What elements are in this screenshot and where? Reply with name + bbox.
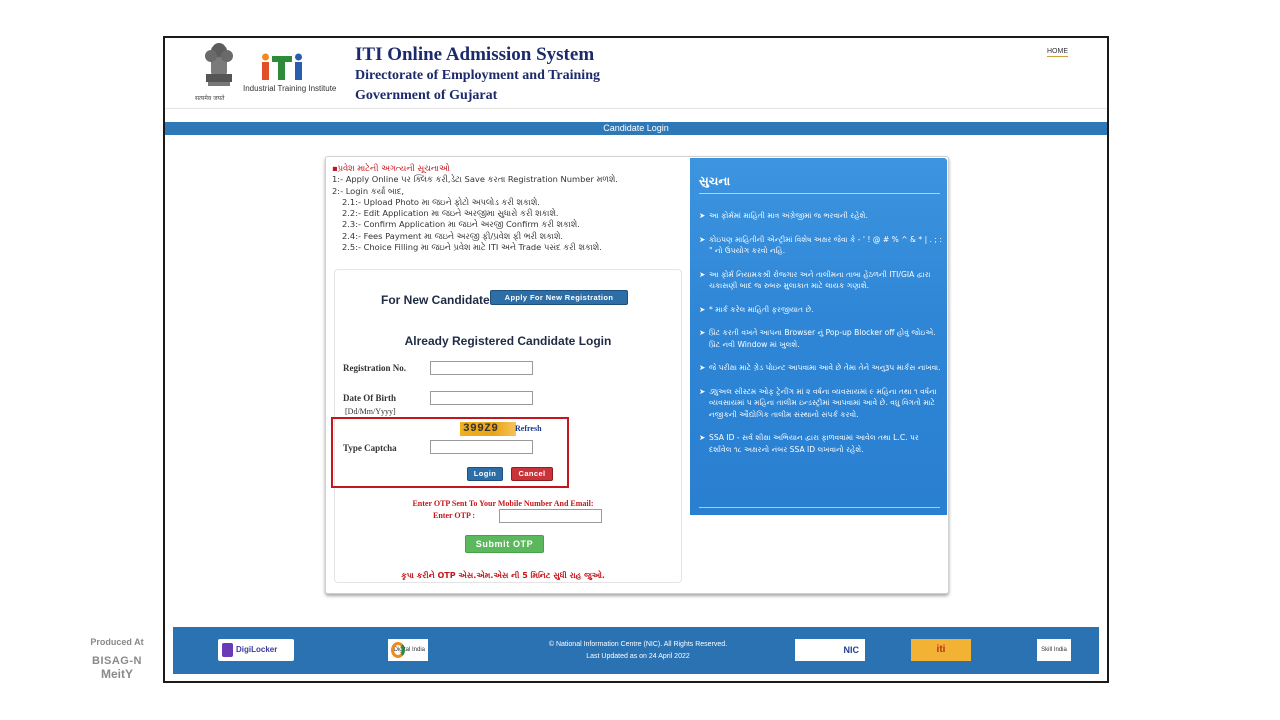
instruction-line: 2:- Login કર્યા બાદ, (332, 185, 405, 196)
footer (173, 627, 1099, 674)
otp-label: Enter OTP : (433, 511, 476, 520)
instruction-line: 1:- Apply Online પર ક્લિક કરી,ડેટા Save કરતા Registration Number મળશે. (332, 174, 618, 185)
otp-wait-message: કૃપા કરીને OTP એસ.એમ.એસ ની 5 મિનિટ સુધી રાહ જુઓ. (401, 571, 605, 580)
notice-item: ➤ આ ફોર્મમાં માહિતી માત્ર અંગ્રેજીમાં જ ભરવાની રહેશે. (699, 211, 868, 220)
notice-item: ➤ SSA ID - સર્વ શીક્ષા અભિયાન દ્વારા ફાળવવામાં આવેલ તથા L.C. પર દર્શાવેલ ૧૮ અક્ષરનો નંબર SSA ID લખવાનો રહેશે. (699, 433, 919, 454)
instruction-line: 2.2:- Edit Application મા જઇને અરજીમા સુધારો કરી શકાશે. (342, 208, 559, 219)
date-format-hint: [Dd/Mm/Yyyy] (345, 407, 396, 416)
apply-new-registration-button[interactable]: Apply For New Registration (490, 290, 628, 305)
otp-input[interactable] (499, 509, 602, 523)
notice-item: ➤ પ્રિંટ કરતી વખતે આપના Browser નું Pop-up Blocker off હોવું જોઇએ. પ્રિંટ નવી Window માં ખુલશે. (699, 328, 936, 349)
site-title: ITI Online Admission System (355, 44, 595, 65)
notice-divider (699, 507, 940, 508)
captcha-section (331, 417, 569, 488)
notice-title: સુચના (699, 174, 731, 188)
emblem-caption: सत्यमेव जयते (195, 95, 225, 102)
copyright-text: © National Information Centre (NIC). All Rights Reserved. (548, 641, 728, 648)
notice-item: ➤ આ ફોર્મ નિયામકશ્રી રોજગાર અને તાલીમના તાબા હેઠળની ITI/GIA દ્વારા ચકાસણી બાદ જ રુબરુ મુલાકાત માટે લાયક ગણાશે. (699, 269, 931, 290)
iti-logo-caption: Industrial Training Institute (243, 84, 337, 93)
notice-item: ➤ ડ્યુઅલ સીસ્ટમ ઓફ ટ્રેનીંગ માં ૨ વર્ષના વ્યવસાયમાં ૯ મહિના તથા ૧ વર્ષના વ્યવસાયમાં ૫ મહિના તાલીમ ઇન્ડસ્ટ્રીમાં આપવામાં આવે છે. વધુ વિગતો માટે નજીકની ઔદ્યોગિક તાલીમ સંસ્થાનો સંપર્ક કરવો. (699, 386, 937, 419)
instruction-line: 2.3:- Confirm Application મા જઇને અરજી Confirm કરી શકાશે. (342, 219, 580, 230)
login-panel (325, 156, 949, 594)
footer-copyright (513, 639, 763, 663)
instructions-heading: પ્રવેશ માટેની અગત્યની સૂચનાઓ (337, 163, 450, 173)
meity-label: MeitY (100, 667, 133, 681)
page-frame (163, 36, 1109, 683)
notice-panel (690, 158, 947, 515)
digital-india-icon (391, 642, 405, 658)
login-button[interactable]: Login (467, 467, 503, 481)
notice-item: ➤ * માર્ક કરેલ માહિતી ફરજીયાત છે. (699, 304, 814, 314)
national-emblem-icon (197, 40, 241, 102)
produced-at-watermark (76, 637, 158, 681)
iti-logo-icon (260, 52, 306, 82)
instruction-line: 2.4:- Fees Payment મા જઇને અરજી ફી/પ્રવેશ ફી ભરી શકાશે. (342, 230, 563, 241)
otp-instruction: Enter OTP Sent To Your Mobile Number And Email: (412, 499, 594, 508)
digital-india-logo[interactable]: Digital India (388, 639, 428, 661)
header-divider (165, 108, 1107, 109)
skill-india-logo[interactable]: Skill India (1037, 639, 1071, 661)
bisag-logo: BISAG-N (92, 655, 142, 667)
registration-number-label: Registration No. (343, 363, 406, 373)
arrow-right-icon: ➤ (699, 363, 706, 372)
arrow-right-icon: ➤ (699, 304, 706, 314)
captcha-image: 399Z9 (460, 422, 516, 436)
cancel-button[interactable]: Cancel (511, 467, 553, 481)
instruction-line: 2.1:- Upload Photo મા જઇને ફોટો અપલોડ કરી શકાશે. (342, 196, 540, 207)
bullet-icon: ▪ (332, 163, 338, 173)
home-link[interactable]: HOME (1047, 48, 1068, 55)
arrow-right-icon: ➤ (699, 433, 706, 442)
date-of-birth-label: Date Of Birth (343, 393, 396, 403)
candidate-login-banner: Candidate Login (165, 122, 1107, 135)
instruction-line: 2.5:- Choice Filling મા જઇને પ્રવેશ માટે ITI અને Trade પસંદ કરી શકાશે. (342, 242, 602, 253)
last-updated-text: Last Updated as on 24 April 2022 (586, 653, 690, 660)
captcha-input[interactable] (430, 440, 533, 454)
arrow-right-icon: ➤ (699, 386, 706, 396)
site-subtitle-directorate: Directorate of Employment and Training (355, 68, 600, 83)
site-subtitle-government: Government of Gujarat (355, 88, 498, 103)
produced-at-label: Produced At (90, 637, 144, 647)
registration-number-input[interactable] (430, 361, 533, 375)
site-title-block (355, 44, 600, 106)
digilocker-icon (222, 643, 233, 657)
nic-logo[interactable]: NIC (795, 639, 865, 661)
login-form (334, 269, 682, 583)
arrow-right-icon: ➤ (699, 211, 706, 220)
already-registered-heading: Already Registered Candidate Login (404, 334, 612, 348)
notice-list (699, 210, 943, 467)
instructions-block (332, 163, 672, 253)
iti-footer-logo[interactable]: iti (911, 639, 971, 661)
type-captcha-label: Type Captcha (343, 443, 397, 453)
arrow-right-icon: ➤ (699, 328, 706, 337)
refresh-captcha-link[interactable]: Refresh (515, 424, 542, 433)
notice-item: ➤ કોઇપણ માહિતીની એન્ટ્રીમાં વિશેષ અક્ષર જેવા કે - ' ! @ # % ^ & * | . ; : " નો ઉપયોગ કરવો નહિ. (699, 234, 942, 255)
digilocker-logo[interactable]: DigiLocker (218, 639, 294, 661)
arrow-right-icon: ➤ (699, 269, 706, 279)
date-of-birth-input[interactable] (430, 391, 533, 405)
new-candidate-label: For New Candidate (381, 293, 490, 307)
notice-divider (699, 193, 940, 194)
notice-item: ➤ જે પરીક્ષા માટે ગ્રેડ પોઇન્ટ આપવામા આવે છે તેમા તેને અનુરૂપ માર્કસ નાખવા. (699, 363, 941, 372)
submit-otp-button[interactable]: Submit OTP (465, 535, 544, 553)
arrow-right-icon: ➤ (699, 234, 706, 244)
